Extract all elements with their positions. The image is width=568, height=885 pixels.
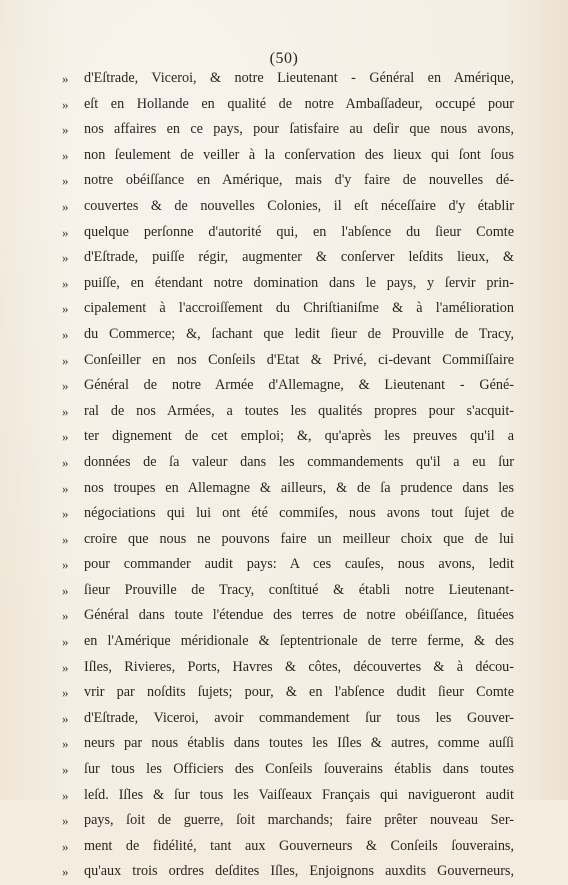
quote-mark: » <box>62 378 69 394</box>
text-line <box>62 859 514 885</box>
line-text: d'Eſtrade, Viceroi, avoir commandement ſur tous les Gouver- <box>84 709 514 726</box>
text-line <box>62 808 514 834</box>
quote-mark: » <box>62 96 69 112</box>
text-line <box>62 552 514 578</box>
quote-mark: » <box>62 762 69 778</box>
line-text: qu'aux trois ordres deſdites Iſles, Enjoignons auxdits Gouverneurs, <box>84 863 514 880</box>
text-line <box>62 603 514 629</box>
line-text: pays, ſoit de guerre, ſoit marchands; faire prêter nouveau Ser- <box>84 812 514 829</box>
quote-mark: » <box>62 198 69 214</box>
line-text: ral de nos Armées, a toutes les qualités propres pour s'acquit- <box>84 402 514 419</box>
quote-mark: » <box>62 429 69 445</box>
quote-mark: » <box>62 659 69 675</box>
quote-mark: » <box>62 864 69 880</box>
line-text: quelque perſonne d'autorité qui, en l'abſence du ſieur Comte <box>84 223 514 240</box>
quote-mark: » <box>62 403 69 419</box>
line-text: cipalement à l'accroiſſement du Chriſtianiſme & à l'amélioration <box>84 300 514 317</box>
line-text: ment de fidélité, tant aux Gouverneurs & Conſeils ſouverains, <box>84 837 514 854</box>
text-line <box>62 476 514 502</box>
text-line <box>62 66 514 92</box>
text-line <box>62 399 514 425</box>
line-text: ſieur Prouville de Tracy, conſtitué & établi notre Lieutenant- <box>84 581 514 598</box>
quote-mark: » <box>62 480 69 496</box>
quote-mark: » <box>62 710 69 726</box>
quote-mark: » <box>62 787 69 803</box>
quote-mark: » <box>62 250 69 266</box>
text-line <box>62 680 514 706</box>
text-line <box>62 706 514 732</box>
quote-mark: » <box>62 838 69 854</box>
quote-mark: » <box>62 326 69 342</box>
quote-mark: » <box>62 634 69 650</box>
body-text <box>62 66 514 885</box>
quote-mark: » <box>62 685 69 701</box>
line-text: pour commander audit pays: A ces cauſes, nous avons, ledit <box>84 556 514 573</box>
text-line <box>62 322 514 348</box>
quote-mark: » <box>62 608 69 624</box>
line-text: croire que nous ne pouvons faire un meilleur choix que de lui <box>84 530 514 547</box>
text-line <box>62 527 514 553</box>
text-line <box>62 220 514 246</box>
quote-mark: » <box>62 531 69 547</box>
text-line <box>62 168 514 194</box>
quote-mark: » <box>62 813 69 829</box>
line-text: ter dignement de cet emploi; &, qu'après les preuves qu'il a <box>84 428 514 445</box>
quote-mark: » <box>62 224 69 240</box>
line-text: Général de notre Armée d'Allemagne, & Lieutenant - Géné- <box>84 377 514 394</box>
line-text: Iſles, Rivieres, Ports, Havres & côtes, découvertes & à décou- <box>84 658 514 675</box>
quote-mark: » <box>62 454 69 470</box>
quote-mark: » <box>62 506 69 522</box>
text-line <box>62 92 514 118</box>
line-text: vrir par noſdits ſujets; pour, & en l'abſence dudit ſieur Comte <box>84 684 514 701</box>
text-line <box>62 834 514 860</box>
text-line <box>62 373 514 399</box>
line-text: Général dans toute l'étendue des terres de notre obéiſſance, ſituées <box>84 607 514 624</box>
line-text: ſur tous les Officiers des Conſeils ſouverains établis dans toutes <box>84 761 514 778</box>
line-text: eſt en Hollande en qualité de notre Ambaſſadeur, occupé pour <box>84 95 514 112</box>
quote-mark: » <box>62 71 69 86</box>
quote-mark: » <box>62 275 69 291</box>
text-line <box>62 501 514 527</box>
line-text: neurs par nous établis dans toutes les Iſles & autres, comme auſſi <box>84 735 514 752</box>
text-line <box>62 731 514 757</box>
text-line <box>62 117 514 143</box>
line-text: nos troupes en Allemagne & ailleurs, & de ſa prudence dans les <box>84 479 514 496</box>
text-line <box>62 194 514 220</box>
line-text: puiſſe, en étendant notre domination dans le pays, y ſervir prin- <box>84 274 514 291</box>
text-line <box>62 655 514 681</box>
line-text: Conſeiller en nos Conſeils d'Etat & Privé, ci-devant Commiſſaire <box>84 351 514 368</box>
line-text: en l'Amérique méridionale & ſeptentrionale de terre ferme, & des <box>84 633 514 650</box>
quote-mark: » <box>62 582 69 598</box>
quote-mark: » <box>62 122 69 138</box>
line-text: non ſeulement de veiller à la conſervation des lieux qui ſont ſous <box>84 146 514 163</box>
line-text: couvertes & de nouvelles Colonies, il eſt néceſſaire d'y établir <box>84 197 514 214</box>
text-line <box>62 783 514 809</box>
text-line <box>62 245 514 271</box>
line-text: données de ſa valeur dans les commandements qu'il a eu ſur <box>84 453 514 470</box>
quote-mark: » <box>62 173 69 189</box>
quote-mark: » <box>62 352 69 368</box>
line-text: d'Eſtrade, puiſſe régir, augmenter & conſerver leſdits lieux, & <box>84 249 514 266</box>
text-line <box>62 271 514 297</box>
quote-mark: » <box>62 736 69 752</box>
quote-mark: » <box>62 557 69 573</box>
line-text: d'Eſtrade, Viceroi, & notre Lieutenant - Général en Amérique, <box>84 70 514 86</box>
line-text: du Commerce; &, ſachant que ledit ſieur de Prouville de Tracy, <box>84 325 514 342</box>
quote-mark: » <box>62 147 69 163</box>
page-number: (50) <box>269 50 299 67</box>
text-line <box>62 629 514 655</box>
text-line <box>62 143 514 169</box>
quote-mark: » <box>62 301 69 317</box>
text-line <box>62 757 514 783</box>
text-line <box>62 578 514 604</box>
line-text: négociations qui lui ont été commiſes, nous avons tout ſujet de <box>84 505 514 522</box>
line-text: notre obéiſſance en Amérique, mais d'y faire de nouvelles dé- <box>84 172 514 189</box>
text-line <box>62 424 514 450</box>
text-line <box>62 348 514 374</box>
line-text: nos affaires en ce pays, pour ſatisfaire au deſir que nous avons, <box>84 121 514 138</box>
text-line <box>62 450 514 476</box>
text-line <box>62 296 514 322</box>
line-text: leſd. Iſles & ſur tous les Vaiſſeaux Français qui navigueront audit <box>84 786 514 803</box>
